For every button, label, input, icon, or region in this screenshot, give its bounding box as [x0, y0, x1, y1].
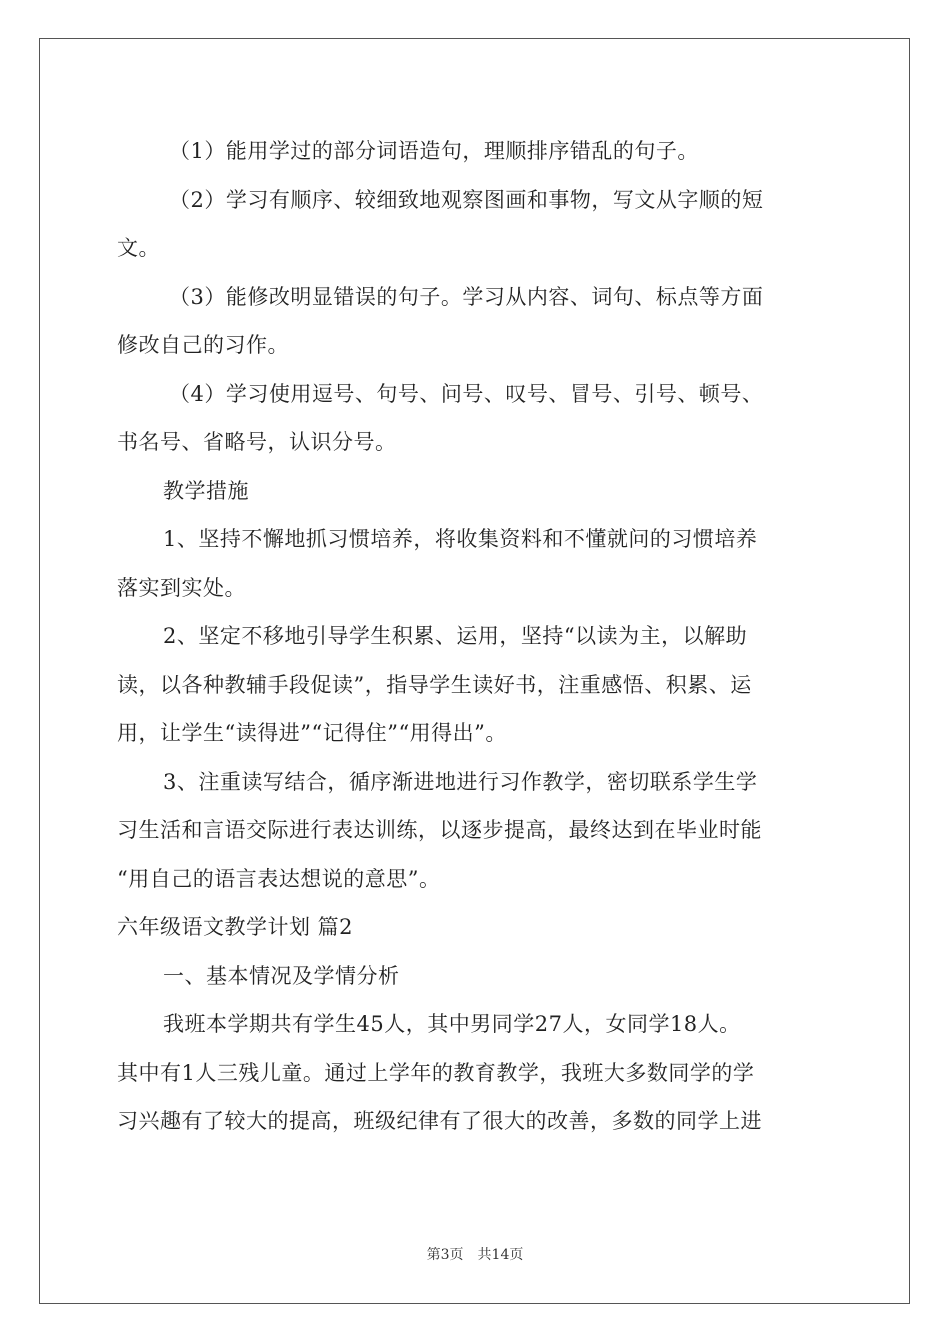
page-number-footer: 第3页 共14页 [426, 1247, 524, 1263]
situation-line-2: 其中有1人三残儿童。通过上学年的教育教学，我班大多数同学的学 [117, 1060, 755, 1085]
objective-1: （1）能用学过的部分词语造句，理顺排序错乱的句子。 [169, 139, 699, 163]
objective-3-line-2: 修改自己的习作。 [117, 333, 289, 357]
document-body [117, 127, 833, 1146]
section-heading-teaching-measures: 教学措施 [163, 478, 249, 503]
objective-4-line-2: 书名号、省略号，认识分号。 [117, 430, 397, 454]
objective-2-line-2: 文。 [117, 236, 160, 260]
objective-3-line-1: （3）能修改明显错误的句子。学习从内容、词句、标点等方面 [169, 284, 764, 309]
measure-1-line-2: 落实到实处。 [117, 575, 246, 600]
objective-4-line-1: （4）学习使用逗号、句号、问号、叹号、冒号、引号、顿号、 [169, 381, 764, 406]
article-title-part-2: 六年级语文教学计划 篇2 [117, 915, 354, 939]
section-heading-basic-situation: 一、基本情况及学情分析 [163, 963, 400, 988]
situation-line-1: 我班本学期共有学生45人，其中男同学27人，女同学18人。 [163, 1012, 741, 1036]
measure-2-line-3: 用，让学生“读得进”“记得住”“用得出”。 [117, 721, 507, 745]
measure-2-line-2: 读，以各种教辅手段促读”，指导学生读好书，注重感悟、积累、运 [117, 672, 752, 697]
situation-line-3: 习兴趣有了较大的提高，班级纪律有了很大的改善，多数的同学上进 [117, 1109, 762, 1133]
measure-3-line-2: 习生活和言语交际进行表达训练，以逐步提高，最终达到在毕业时能 [117, 818, 762, 842]
measure-2-line-1: 2、坚定不移地引导学生积累、运用，坚持“以读为主，以解助 [163, 624, 748, 648]
measure-3-line-3: “用自己的语言表达想说的意思”。 [117, 866, 441, 891]
measure-1-line-1: 1、坚持不懈地抓习惯培养，将收集资料和不懂就问的习惯培养 [163, 527, 758, 551]
objective-2-line-1: （2）学习有顺序、较细致地观察图画和事物，写文从字顺的短 [169, 187, 764, 212]
measure-3-line-1: 3、注重读写结合，循序渐进地进行习作教学，密切联系学生学 [163, 769, 758, 794]
